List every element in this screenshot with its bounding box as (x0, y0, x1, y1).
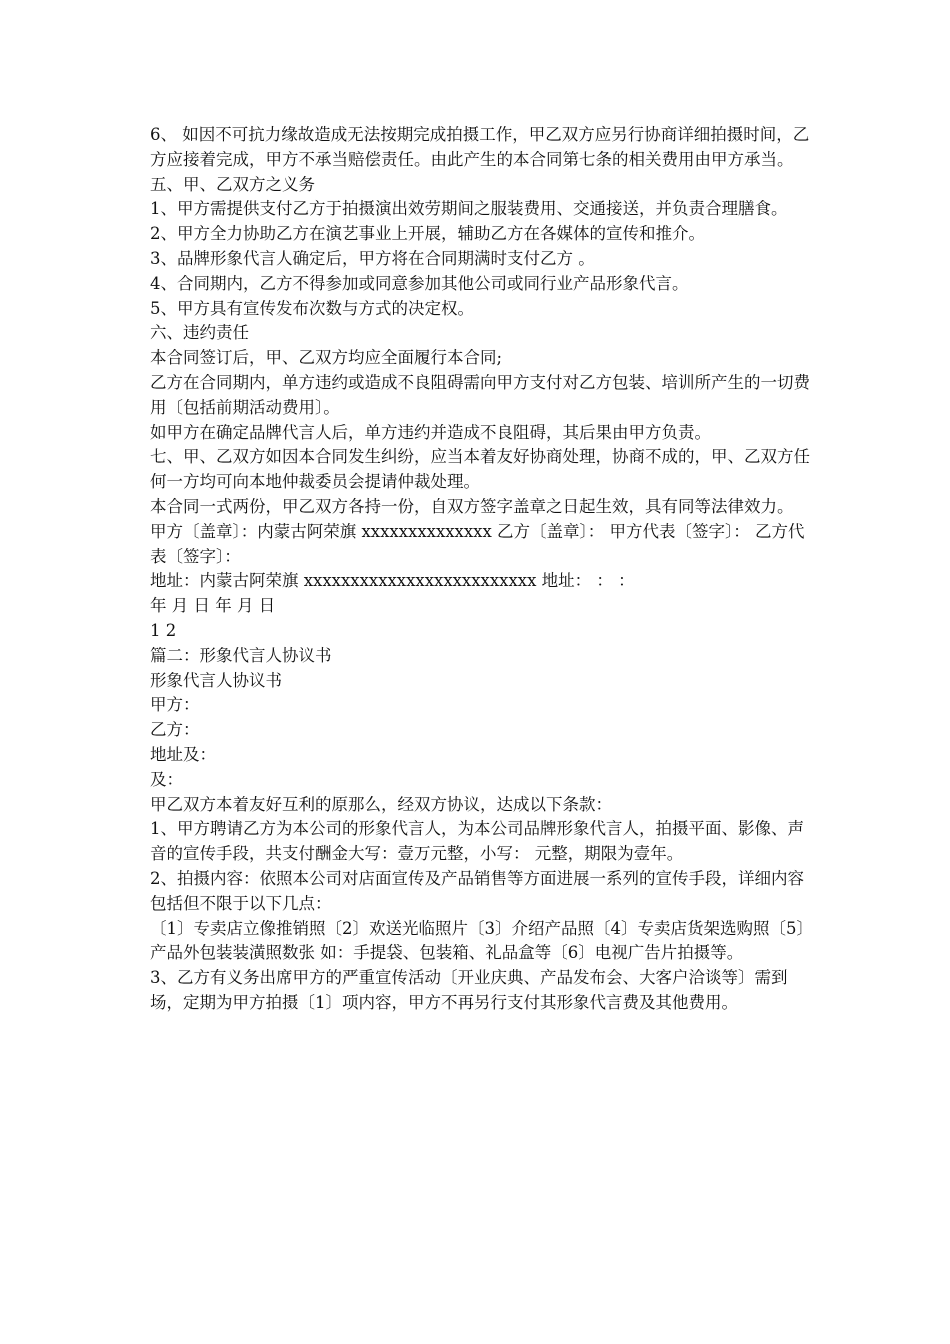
breach-paragraph-1: 本合同签订后，甲、乙双方均应全面履行本合同; (150, 348, 503, 368)
obligation-item-3: 3、品牌形象代言人确定后，甲方将在合同期满时支付乙方 。 (150, 248, 595, 268)
section-heading-obligations: 五、甲、乙双方之义务 (150, 174, 315, 194)
breach-paragraph-2: 乙方在合同期内，单方违约或造成不良阻碍需向甲方支付对乙方包装、培训所产生的一切费用〔包括前期活动费用〕。 (150, 372, 810, 417)
agreement-clause-2-list: 〔1〕专卖店立像推销照〔2〕欢送光临照片〔3〕介绍产品照〔4〕专卖店货架选购照〔5〕产品外包装装潢照数张 如：手提袋、包装箱、礼品盒等〔6〕电视广告片拍摄等。 (150, 918, 805, 963)
clause-force-majeure: 6、 如因不可抗力缘故造成无法按期完成拍摄工作，甲乙双方应另行协商详细拍摄时间，乙方应接着完成，甲方不承当赔偿责任。由此产生的本合同第七条的相关费用由甲方承当。 (150, 125, 810, 169)
breach-paragraph-3: 如甲方在确定品牌代言人后，单方违约并造成不良阻碍，其后果由甲方负责。 (150, 422, 711, 442)
obligation-item-4: 4、合同期内，乙方不得参加或同意参加其他公司或同行业产品形象代言。 (150, 273, 689, 293)
signature-line: 甲方〔盖章〕：内蒙古阿荣旗 xxxxxxxxxxxxxx 乙方〔盖章〕： 甲方代表〔签字〕： 乙方代表〔签字〕： (150, 521, 805, 566)
party-b-field: 乙方： (150, 720, 200, 740)
obligation-item-5: 5、甲方具有宣传发布次数与方式的决定权。 (150, 298, 474, 318)
chapter-heading: 篇二：形象代言人协议书 (150, 645, 332, 665)
section-heading-breach: 六、违约责任 (150, 323, 249, 343)
copies-clause: 本合同一式两份，甲乙双方各持一份，自双方签字盖章之日起生效，具有同等法律效力。 (150, 496, 794, 516)
date-line: 年 月 日 年 月 日 (150, 596, 276, 616)
address-line: 地址：内蒙古阿荣旗 xxxxxxxxxxxxxxxxxxxxxxxxx 地址： ： ： (150, 571, 635, 591)
agreement-clause-1: 1、甲方聘请乙方为本公司的形象代言人，为本公司品牌形象代言人，拍摄平面、影像、声音的宣传手段，共支付酬金大写：壹万元整，小写： 元整，期限为壹年。 (150, 819, 804, 864)
obligation-item-2: 2、甲方全力协助乙方在演艺事业上开展，辅助乙方在各媒体的宣传和推介。 (150, 224, 705, 244)
agreement-title: 形象代言人协议书 (150, 670, 282, 690)
obligation-item-1: 1、甲方需提供支付乙方于拍摄演出效劳期间之服装费用、交通接送，并负责合理膳食。 (150, 199, 788, 219)
agreement-preamble: 甲乙双方本着友好互利的原那么，经双方协议，达成以下条款： (150, 794, 612, 814)
page-number-line: 1 2 (150, 620, 177, 640)
party-a-field: 甲方： (150, 695, 200, 715)
agreement-clause-2: 2、拍摄内容：依照本公司对店面宣传及产品销售等方面进展一系列的宣传手段，详细内容包括但不限于以下几点： (150, 868, 804, 913)
agreement-clause-3: 3、乙方有义务出席甲方的严重宣传活动〔开业庆典、产品发布会、大客户洽谈等〕需到场，定期为甲方拍摄〔1〕项内容，甲方不再另行支付其形象代言费及其他费用。 (150, 968, 788, 1012)
address-field: 地址及： (150, 744, 216, 764)
section-dispute: 七、甲、乙双方如因本合同发生纠纷，应当本着友好协商处理，协商不成的，甲、乙双方任何一方均可向本地仲裁委员会提请仲裁处理。 (150, 447, 810, 492)
and-field: 及： (150, 769, 183, 789)
document-page (150, 123, 810, 1016)
